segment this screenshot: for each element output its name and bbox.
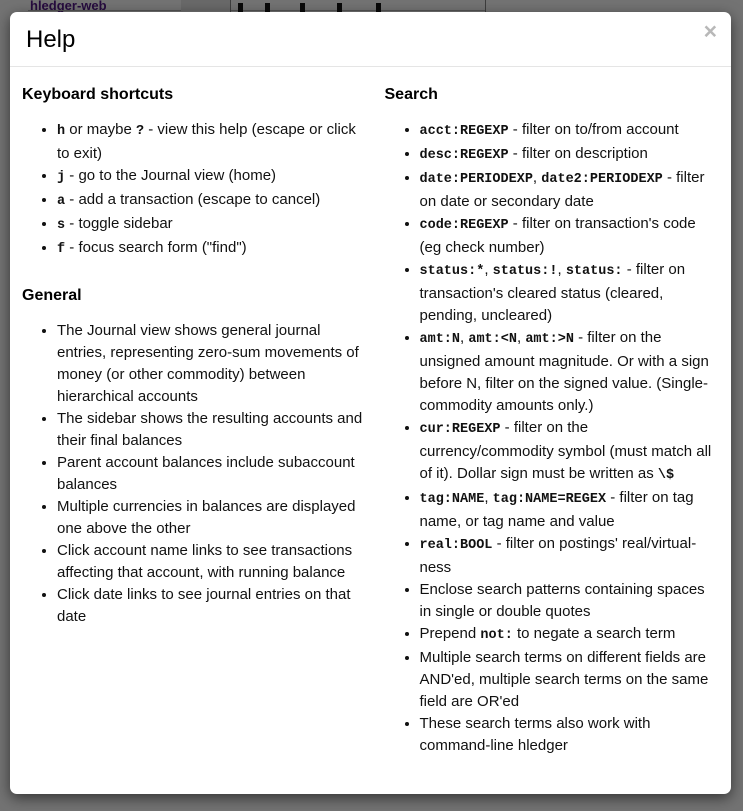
text-span: - filter on description: [508, 145, 648, 162]
section-heading: Search: [384, 86, 438, 103]
list-item: [57, 452, 368, 496]
text-span: - filter on date or secondary date: [419, 169, 705, 210]
text-span: - view this help (escape or click to exit): [57, 121, 356, 162]
list-item: [420, 143, 716, 167]
text-span: - filter on postings' real/virtual-ness: [419, 535, 697, 576]
text-span: ,: [484, 261, 493, 278]
text-span: Click account name links to see transactions affecting that account, with running balance: [57, 542, 353, 581]
list-item: [420, 623, 716, 647]
text-span: - add a transaction (escape to cancel): [65, 191, 321, 208]
code-span: status:!: [492, 264, 558, 279]
list-item: [57, 496, 368, 540]
list-item: [420, 167, 716, 213]
text-span: - filter on the currency/commodity symbol (must match all of it). Dollar sign must be written as: [419, 419, 712, 482]
help-list: [385, 119, 718, 757]
text-span: - focus search form ("find"): [65, 239, 247, 256]
list-item: [420, 579, 716, 623]
text-span: ,: [460, 329, 469, 346]
list-item: [420, 647, 716, 713]
modal-header: [10, 12, 731, 67]
code-span: status:*: [419, 264, 485, 279]
list-item: [420, 119, 716, 143]
code-span: amt:>N: [525, 332, 574, 347]
text-span: ,: [532, 169, 542, 186]
text-span: - go to the Journal view (home): [65, 167, 277, 184]
code-span: not:: [480, 628, 513, 643]
list-item: [57, 540, 368, 584]
code-span: \$: [657, 468, 675, 483]
list-item: [57, 189, 368, 213]
code-span: real:BOOL: [419, 538, 493, 553]
code-span: a: [57, 194, 66, 209]
list-item: [420, 327, 716, 417]
text-span: The sidebar shows the resulting accounts and their final balances: [57, 410, 363, 449]
code-span: amt:<N: [468, 332, 517, 347]
section-heading: General: [22, 287, 82, 304]
list-item: [57, 320, 368, 408]
help-list: [22, 119, 370, 261]
list-item: [57, 237, 368, 261]
text-span: Multiple currencies in balances are displayed one above the other: [57, 498, 356, 537]
text-span: These search terms also work with command-line hledger: [419, 715, 651, 754]
code-span: date:PERIODEXP: [419, 172, 533, 187]
text-span: ,: [484, 489, 493, 506]
text-span: to negate a search term: [512, 625, 676, 642]
list-item: [420, 213, 716, 259]
code-span: cur:REGEXP: [419, 422, 501, 437]
code-span: h: [57, 124, 66, 139]
close-icon[interactable]: ×: [703, 18, 717, 44]
text-span: - filter on to/from account: [508, 121, 679, 138]
list-item: [57, 119, 368, 165]
code-span: status:: [565, 264, 623, 279]
help-column-right: [370, 67, 718, 757]
code-span: date2:PERIODEXP: [541, 172, 663, 187]
code-span: code:REGEXP: [419, 218, 509, 233]
text-span: - filter on the unsigned amount magnitude. Or with a sign before N, filter on the signed value. (Single-commodity amounts only.): [419, 329, 709, 414]
code-span: j: [57, 170, 66, 185]
code-span: ?: [135, 124, 145, 139]
code-span: f: [57, 242, 66, 257]
text-span: - filter on transaction's code (eg check number): [419, 215, 696, 256]
text-span: or maybe: [65, 121, 136, 138]
code-span: s: [57, 218, 66, 233]
text-span: ,: [557, 261, 566, 278]
text-span: - filter on transaction's cleared status (cleared, pending, uncleared): [419, 261, 686, 324]
section-heading: Keyboard shortcuts: [22, 86, 174, 103]
help-modal: [10, 12, 731, 794]
code-span: acct:REGEXP: [419, 124, 509, 139]
text-span: Multiple search terms on different fields are AND'ed, multiple search terms on the same field are OR'ed: [419, 649, 709, 710]
modal-body: [10, 67, 731, 757]
modal-title: Help: [26, 26, 76, 53]
text-span: Parent account balances include subaccount balances: [57, 454, 355, 493]
code-span: tag:NAME=REGEX: [492, 492, 607, 507]
text-span: ,: [516, 329, 526, 346]
text-span: Click date links to see journal entries on that date: [57, 586, 351, 625]
text-span: - toggle sidebar: [65, 215, 173, 232]
help-list: [22, 320, 370, 628]
list-item: [420, 713, 716, 757]
list-item: [420, 259, 716, 327]
text-span: Enclose search patterns containing spaces in single or double quotes: [419, 581, 705, 620]
list-item: [420, 487, 716, 533]
list-item: [57, 165, 368, 189]
list-item: [420, 417, 716, 487]
code-span: desc:REGEXP: [419, 148, 509, 163]
text-span: - filter on tag name, or tag name and value: [419, 489, 694, 530]
list-item: [57, 584, 368, 628]
code-span: amt:N: [419, 332, 461, 347]
list-item: [57, 408, 368, 452]
list-item: [57, 213, 368, 237]
text-span: Prepend: [419, 625, 481, 642]
help-column-left: [22, 67, 370, 757]
code-span: tag:NAME: [419, 492, 485, 507]
text-span: The Journal view shows general journal entries, representing zero-sum movements of money (or other commodity) between hierarchical accounts: [57, 322, 359, 405]
list-item: [420, 533, 716, 579]
